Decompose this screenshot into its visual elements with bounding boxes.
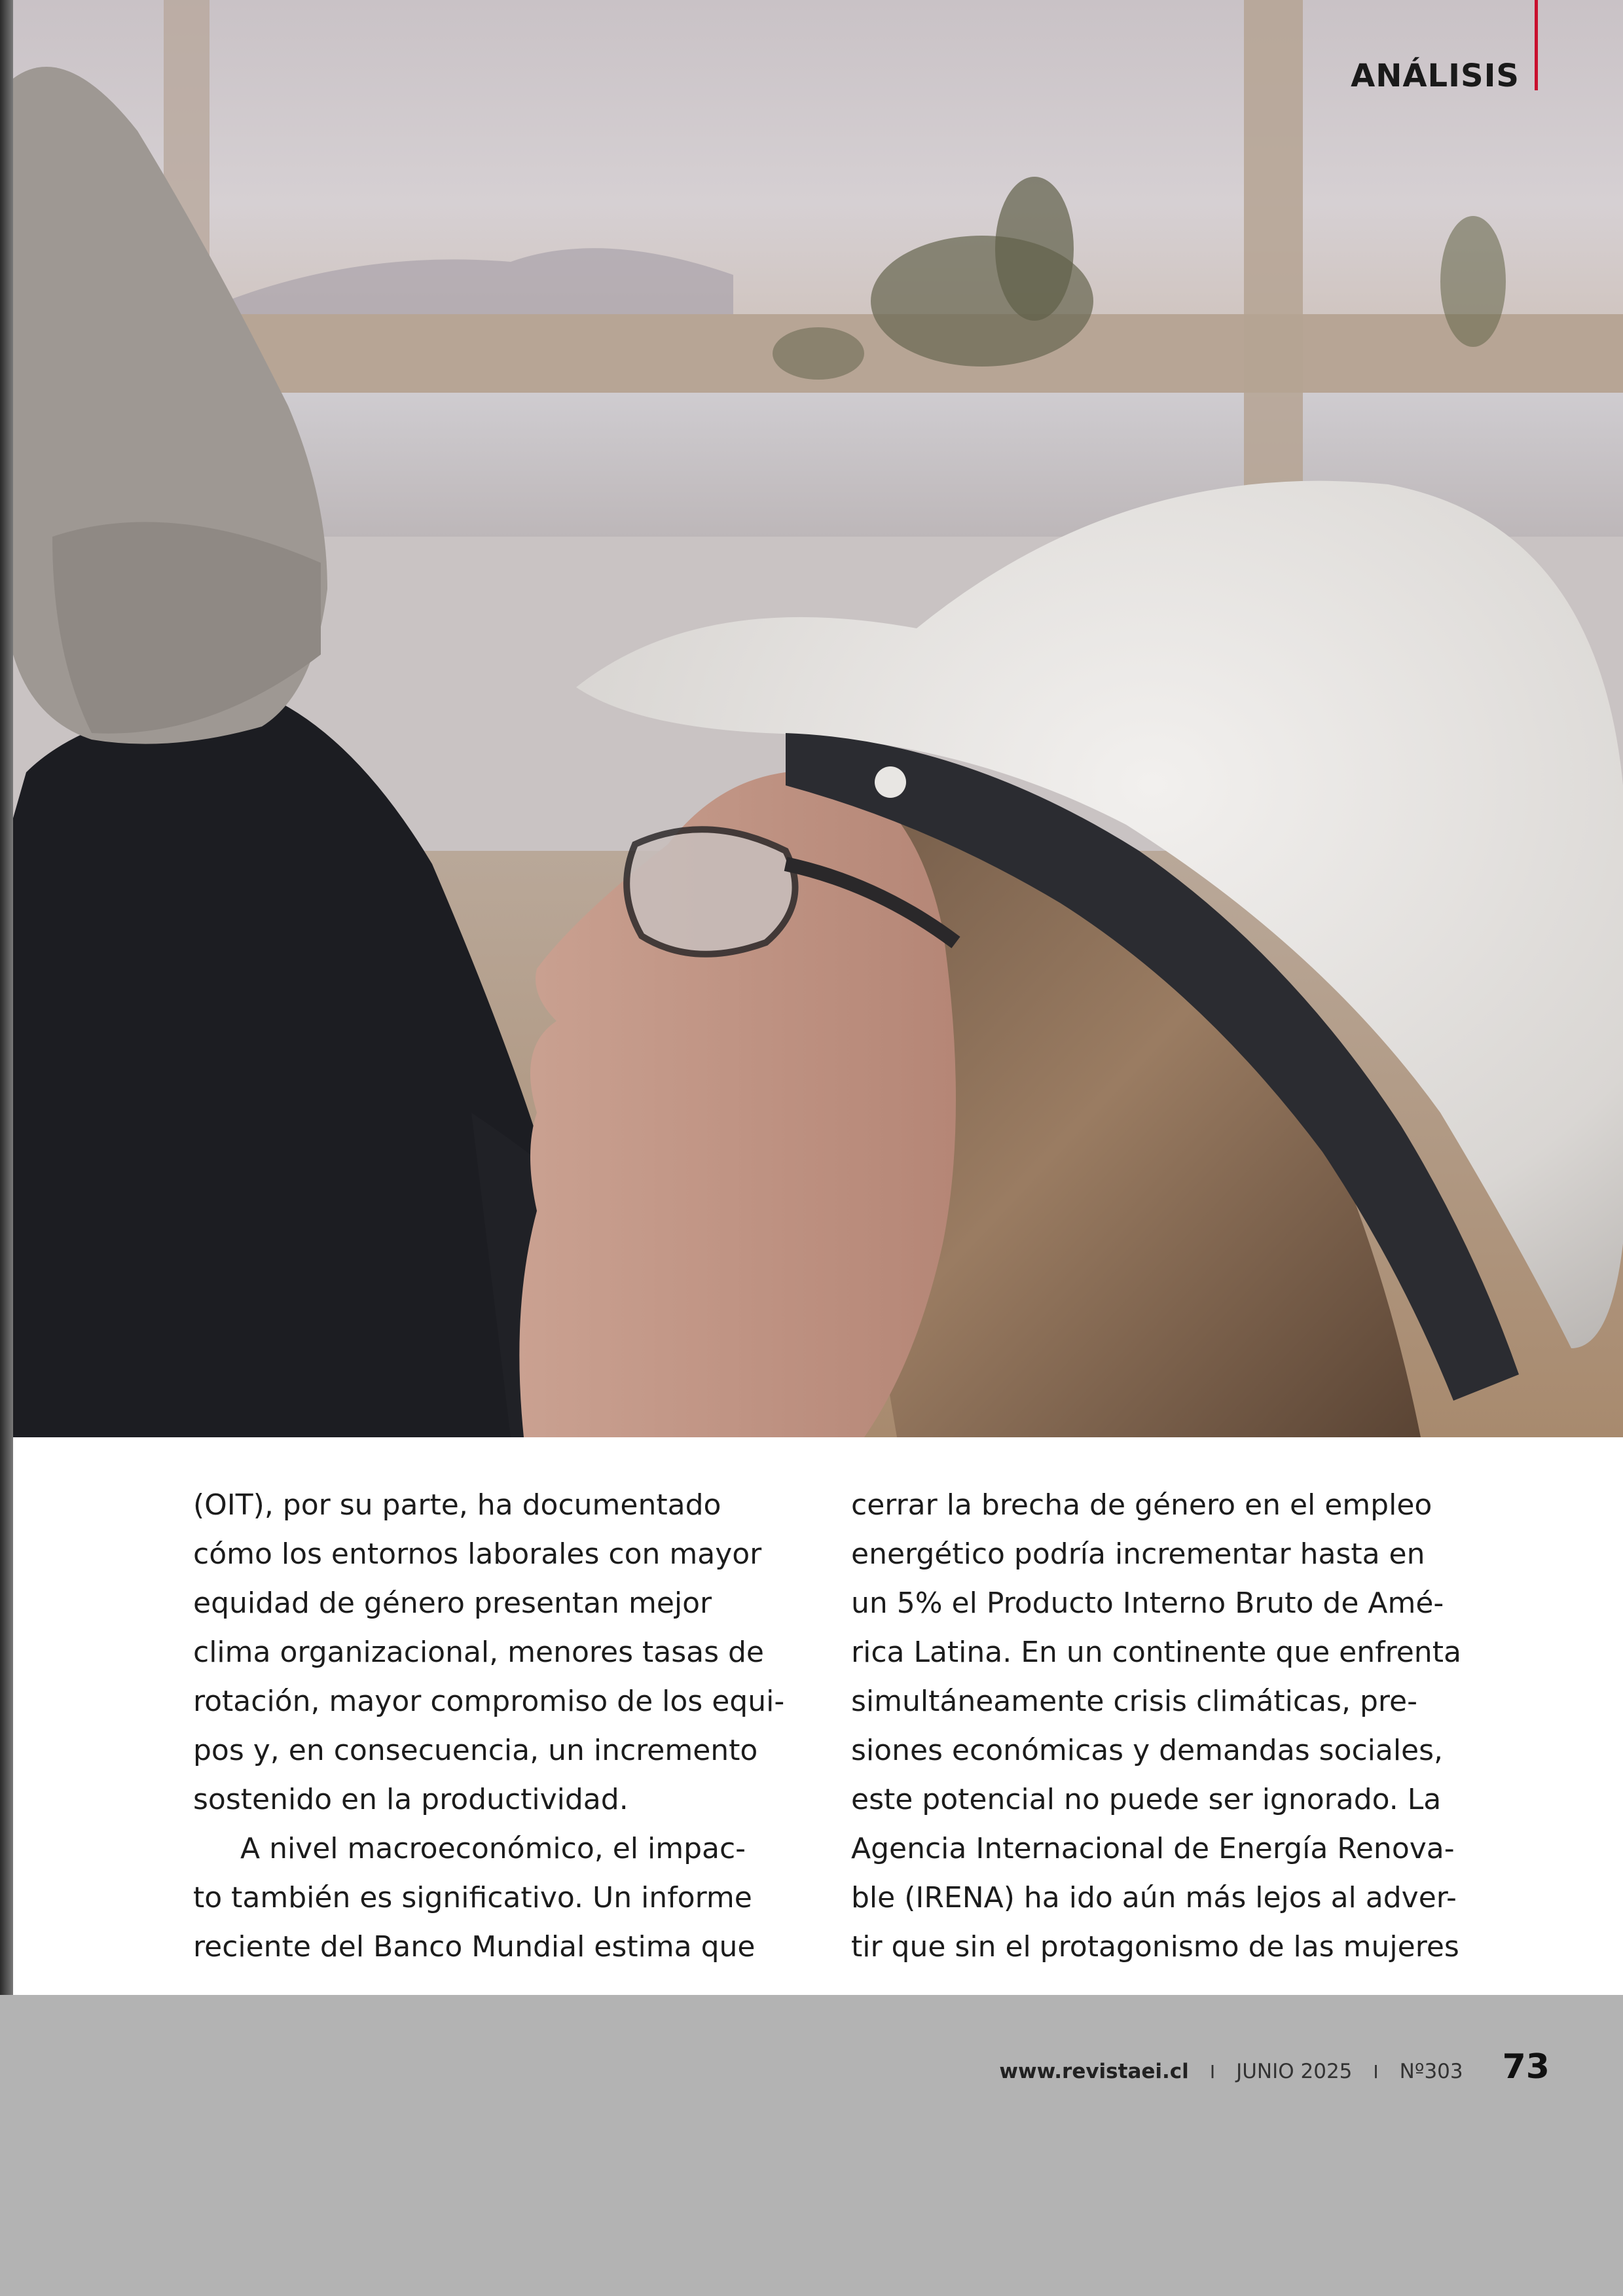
text-line: equidad de género presentan mejor: [193, 1587, 712, 1620]
worker-photo: [13, 0, 1623, 1437]
footer-separator: I: [1373, 2061, 1379, 2083]
section-label: ANÁLISIS: [1351, 58, 1520, 94]
text-line: cómo los entornos laborales con mayor: [193, 1537, 762, 1571]
text-line: pos y, en consecuencia, un incremento: [193, 1734, 758, 1767]
text-line: rica Latina. En un continente que enfrenta: [851, 1636, 1461, 1669]
text-line: cerrar la brecha de género en el empleo: [851, 1488, 1432, 1522]
text-line: sostenido en la productividad.: [193, 1783, 629, 1816]
text-line: A nivel macroeconómico, el impac-: [240, 1832, 746, 1865]
text-line: tir que sin el protagonismo de las mujeres: [851, 1930, 1459, 1964]
issue-number: Nº303: [1399, 2060, 1463, 2083]
page-edge-shadow: [0, 0, 13, 1995]
issue-date: JUNIO 2025: [1236, 2060, 1353, 2083]
section-accent-rule: [1535, 0, 1538, 90]
website-link[interactable]: www.revistaei.cl: [999, 2060, 1189, 2083]
text-line: to también es significativo. Un informe: [193, 1881, 752, 1914]
page-number: 73: [1502, 2047, 1550, 2087]
text-line: rotación, mayor compromiso de los equi-: [193, 1685, 785, 1718]
article-column-right: [851, 1480, 1461, 1971]
page-footer: [999, 2047, 1550, 2087]
text-line: energético podría incrementar hasta en: [851, 1537, 1425, 1571]
footer-separator: I: [1209, 2061, 1216, 2083]
article-column-left: [193, 1480, 784, 1971]
text-line: Agencia Internacional de Energía Renova-: [851, 1832, 1455, 1865]
text-line: simultáneamente crisis climáticas, pre-: [851, 1685, 1417, 1718]
text-line: un 5% el Producto Interno Bruto de Amé-: [851, 1587, 1444, 1620]
text-line: este potencial no puede ser ignorado. La: [851, 1783, 1442, 1816]
text-line: siones económicas y demandas sociales,: [851, 1734, 1444, 1767]
text-line: reciente del Banco Mundial estima que: [193, 1930, 756, 1964]
text-line: clima organizacional, menores tasas de: [193, 1636, 764, 1669]
text-line: (OIT), por su parte, ha documentado: [193, 1488, 721, 1522]
text-line: ble (IRENA) ha ido aún más lejos al adver-: [851, 1881, 1457, 1914]
